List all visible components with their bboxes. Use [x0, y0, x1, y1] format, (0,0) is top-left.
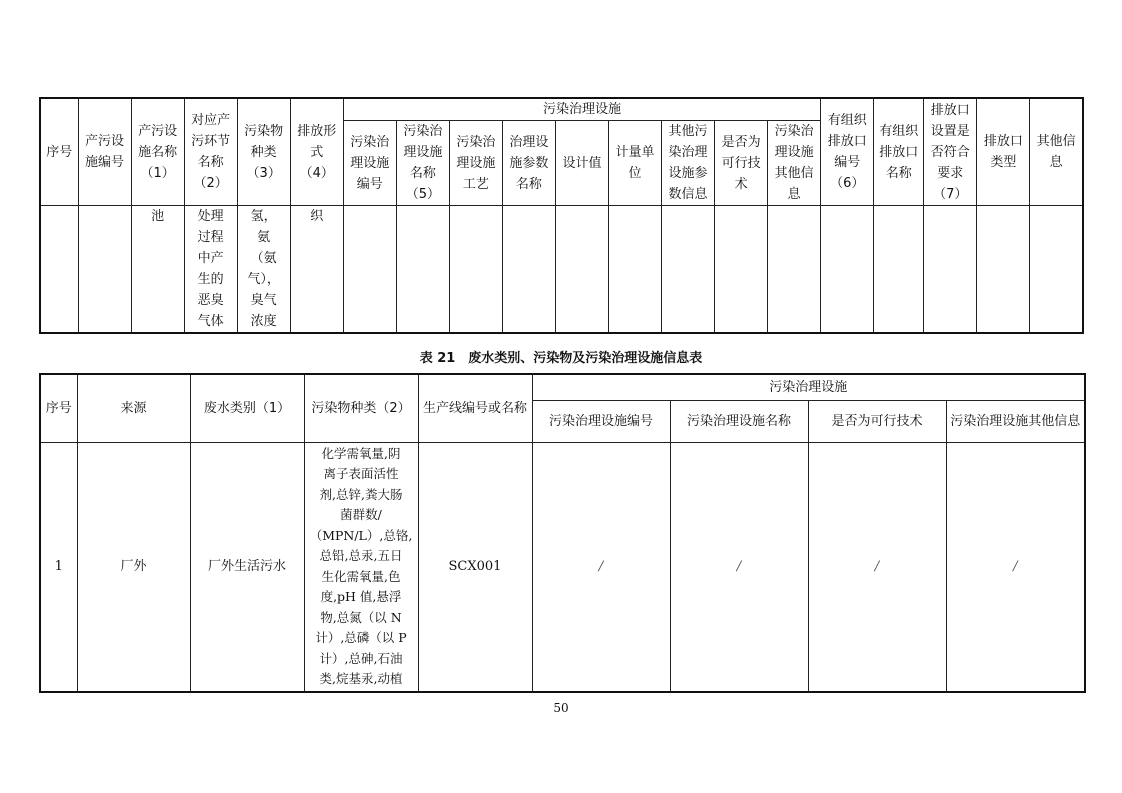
cell-pollutant-list — [304, 442, 418, 692]
table-row — [40, 206, 1083, 334]
exhaust-treatment-table — [39, 97, 1084, 334]
header-org-name: 有组织排放口名称 — [874, 98, 924, 206]
pollutant-line: 物,总氮（以 N — [320, 609, 402, 625]
cell-seq: 1 — [40, 442, 77, 692]
header-treat-code: 污染治理设施编号 — [343, 121, 396, 206]
cell-feasible: / — [808, 442, 946, 692]
cell-line-code: SCX001 — [418, 442, 532, 692]
cell-empty — [609, 206, 662, 334]
pollutant-line: 计）,总砷,石油 — [319, 650, 403, 666]
header-other-params: 其他污染治理设施参数信息 — [662, 121, 715, 206]
cell-source: 厂外 — [77, 442, 190, 692]
header-treat-other: 污染治理设施其他信息 — [946, 400, 1085, 442]
header-design-value: 设计值 — [555, 121, 608, 206]
cell-treat-other: / — [946, 442, 1085, 692]
pollutant-line: 类,烷基汞,动植 — [319, 671, 403, 687]
pollutant-line: 化学需氧量,阴 — [321, 445, 401, 461]
pollutant-line: 度,pH 值,悬浮 — [320, 589, 402, 605]
header-org-code: 有组织排放口编号（6） — [821, 98, 874, 206]
table-row — [40, 442, 1085, 692]
pollutant-line: 计）,总磷（以 P — [315, 630, 407, 646]
header-outlet-compliant: 排放口设置是否符合要求（7） — [924, 98, 977, 206]
cell-pollutant-type: 氢，氨（氨气），臭气浓度 — [237, 206, 290, 334]
pollutant-line: 离子表面活性 — [323, 466, 399, 482]
page-number: 50 — [553, 701, 569, 715]
cell-empty — [715, 206, 768, 334]
header-treatment-group: 污染治理设施 — [343, 98, 820, 121]
cell-process-name: 处理过程中产生的恶臭气体 — [184, 206, 237, 334]
header-treat-other: 污染治理设施其他信息 — [768, 121, 821, 206]
cell-emission-form: 织 — [290, 206, 343, 334]
cell-empty — [662, 206, 715, 334]
wastewater-treatment-table — [39, 373, 1086, 693]
pollutant-line: 总铅,总汞,五日 — [319, 548, 403, 564]
header-line-code: 生产线编号或名称 — [418, 374, 532, 442]
cell-empty — [1030, 206, 1083, 334]
header-emission-form: 排放形式（4） — [290, 98, 343, 206]
cell-empty — [977, 206, 1030, 334]
header-facility-name: 产污设施名称（1） — [131, 98, 184, 206]
header-pollutant-type: 污染物种类（3） — [237, 98, 290, 206]
pollutant-line: 生化需氧量,色 — [321, 568, 401, 584]
cell-treat-name: / — [670, 442, 808, 692]
pollutant-line: 剂,总锌,粪大肠 — [319, 486, 403, 502]
header-treat-process: 污染治理设施工艺 — [449, 121, 502, 206]
header-other-info: 其他信息 — [1030, 98, 1083, 206]
cell-seq — [40, 206, 78, 334]
header-treatment-group: 污染治理设施 — [532, 374, 1085, 400]
cell-empty — [821, 206, 874, 334]
cell-empty — [555, 206, 608, 334]
cell-facility-code — [78, 206, 131, 334]
cell-empty — [874, 206, 924, 334]
header-treat-params: 治理设施参数名称 — [502, 121, 555, 206]
header-wastewater-type: 废水类别（1） — [190, 374, 304, 442]
cell-empty — [449, 206, 502, 334]
cell-empty — [502, 206, 555, 334]
cell-treat-code: / — [532, 442, 670, 692]
cell-empty — [396, 206, 449, 334]
header-facility-code: 产污设施编号 — [78, 98, 131, 206]
header-treat-name: 污染治理设施名称 — [670, 400, 808, 442]
cell-facility-name: 池 — [131, 206, 184, 334]
header-seq: 序号 — [40, 374, 77, 442]
header-source: 来源 — [77, 374, 190, 442]
pollutant-line: （MPN/L）,总铬, — [309, 527, 413, 543]
pollutant-line: 菌群数/ — [340, 507, 382, 523]
cell-empty — [924, 206, 977, 334]
header-pollutant-type: 污染物种类（2） — [304, 374, 418, 442]
cell-empty — [768, 206, 821, 334]
header-outlet-type: 排放口类型 — [977, 98, 1030, 206]
cell-empty — [343, 206, 396, 334]
header-treat-name: 污染治理设施名称（5） — [396, 121, 449, 206]
header-seq: 序号 — [40, 98, 78, 206]
cell-wastewater-type: 厂外生活污水 — [190, 442, 304, 692]
header-feasible: 是否为可行技术 — [808, 400, 946, 442]
header-process-name: 对应产污环节名称（2） — [184, 98, 237, 206]
header-treat-code: 污染治理设施编号 — [532, 400, 670, 442]
header-unit: 计量单位 — [609, 121, 662, 206]
header-feasible: 是否为可行技术 — [715, 121, 768, 206]
table-caption: 表 21 废水类别、污染物及污染治理设施信息表 — [419, 351, 703, 366]
